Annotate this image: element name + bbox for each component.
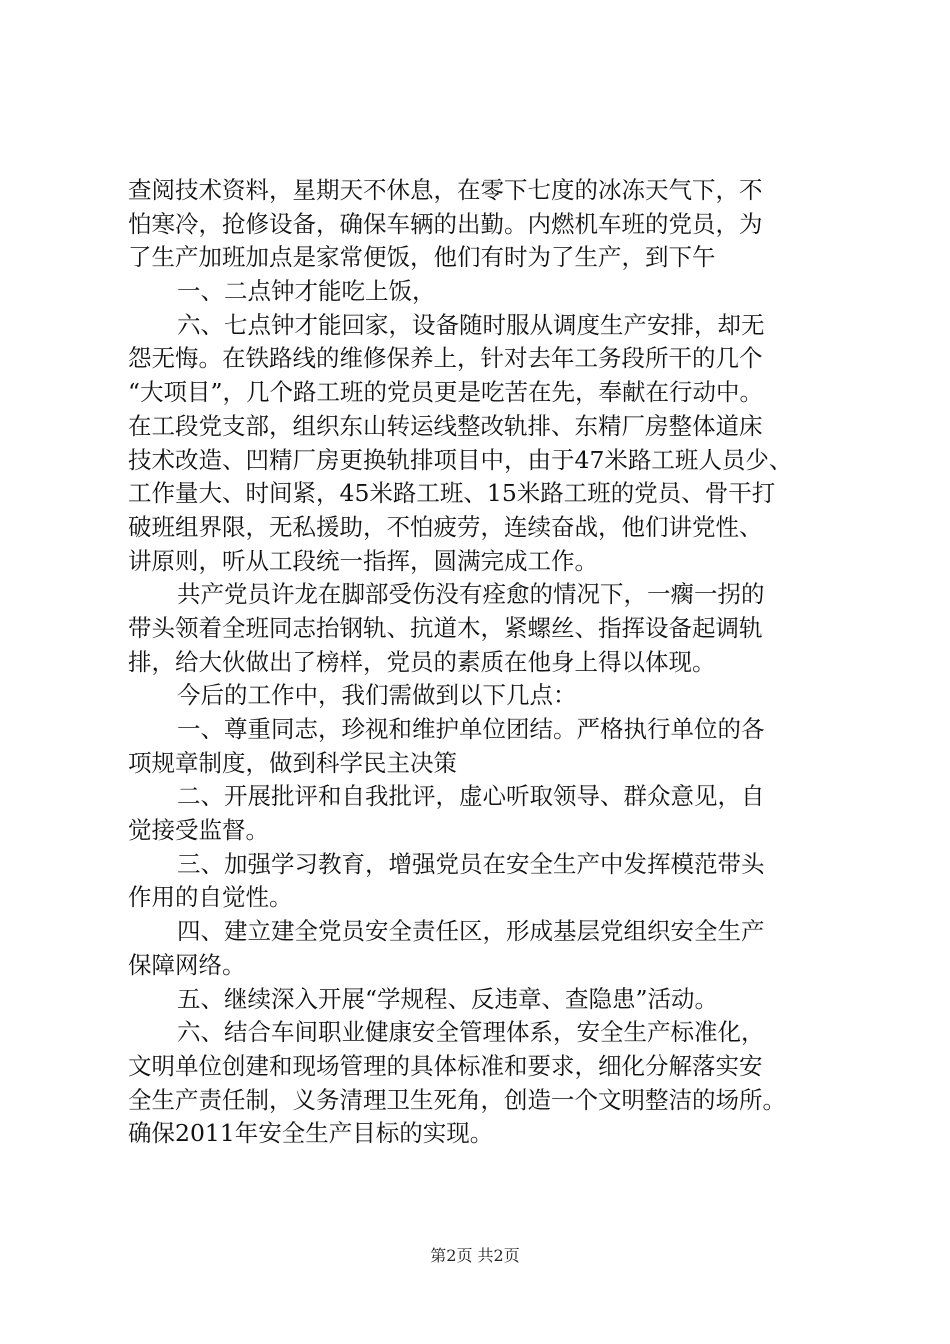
text-line: 三、加强学习教育，增强党员在安全生产中发挥模范带头 bbox=[177, 849, 765, 878]
body-text bbox=[128, 174, 854, 1151]
text-line: 了生产加班加点是家常便饭，他们有时为了生产，到下午 bbox=[128, 243, 716, 272]
text-line: 一、尊重同志，珍视和维护单位团结。严格执行单位的各 bbox=[177, 715, 765, 743]
text-line: 技术改造、凹精厂房更换轨排项目中，由于47米路工班人员少、 bbox=[128, 445, 793, 474]
text-line: 五、继续深入开展“学规程、反违章、查隐患”活动。 bbox=[177, 984, 719, 1013]
text-line: 怕寒冷，抢修设备，确保车辆的出勤。内燃机车班的党员，为 bbox=[128, 209, 763, 238]
text-line: 讲原则，听从工段统一指挥，圆满完成工作。 bbox=[128, 546, 598, 575]
text-line: 全生产责任制，义务清理卫生死角，创造一个文明整洁的场所。 bbox=[128, 1085, 786, 1114]
text-line: 今后的工作中，我们需做到以下几点： bbox=[177, 681, 577, 710]
text-line: 确保2011年安全生产目标的实现。 bbox=[128, 1119, 494, 1148]
text-line: 破班组界限，无私援助，不怕疲劳，连续奋战，他们讲党性、 bbox=[128, 512, 763, 541]
text-line: 作用的自觉性。 bbox=[128, 883, 293, 912]
text-line: 带头领着全班同志抬钢轨、抗道木，紧螺丝、指挥设备起调轨 bbox=[128, 613, 763, 642]
text-line: 一、二点钟才能吃上饭， bbox=[177, 277, 436, 306]
page-footer: 第2页 共2页 bbox=[430, 1246, 520, 1265]
text-line: 六、结合车间职业健康安全管理体系，安全生产标准化， bbox=[177, 1018, 765, 1047]
text-line: 四、建立建全党员安全责任区，形成基层党组织安全生产 bbox=[177, 917, 765, 946]
text-line: 共产党员许龙在脚部受伤没有痊愈的情况下，一瘸一拐的 bbox=[177, 580, 765, 609]
text-line: 查阅技术资料，星期天不休息，在零下七度的冰冻天气下，不 bbox=[128, 176, 763, 204]
text-line: 怨无悔。在铁路线的维修保养上，针对去年工务段所干的几个 bbox=[128, 344, 763, 373]
text-line: 工作量大、时间紧，45米路工班、15米路工班的党员、骨干打 bbox=[128, 479, 776, 508]
text-line: 排，给大伙做出了榜样，党员的素质在他身上得以体现。 bbox=[128, 647, 716, 676]
text-line: 二、开展批评和自我批评，虚心听取领导、群众意见，自 bbox=[177, 782, 765, 811]
text-line: 觉接受监督。 bbox=[128, 816, 269, 845]
text-line: 文明单位创建和现场管理的具体标准和要求，细化分解落实安 bbox=[128, 1051, 763, 1080]
text-line: 在工段党支部，组织东山转运线整改轨排、东精厂房整体道床 bbox=[128, 411, 763, 440]
text-line: “大项目”，几个路工班的党员更是吃苦在先，奉献在行动中。 bbox=[128, 378, 764, 407]
text-line: 项规章制度，做到科学民主决策 bbox=[128, 748, 457, 777]
text-line: 保障网络。 bbox=[128, 950, 246, 979]
text-line: 六、七点钟才能回家，设备随时服从调度生产安排，却无 bbox=[177, 310, 765, 339]
